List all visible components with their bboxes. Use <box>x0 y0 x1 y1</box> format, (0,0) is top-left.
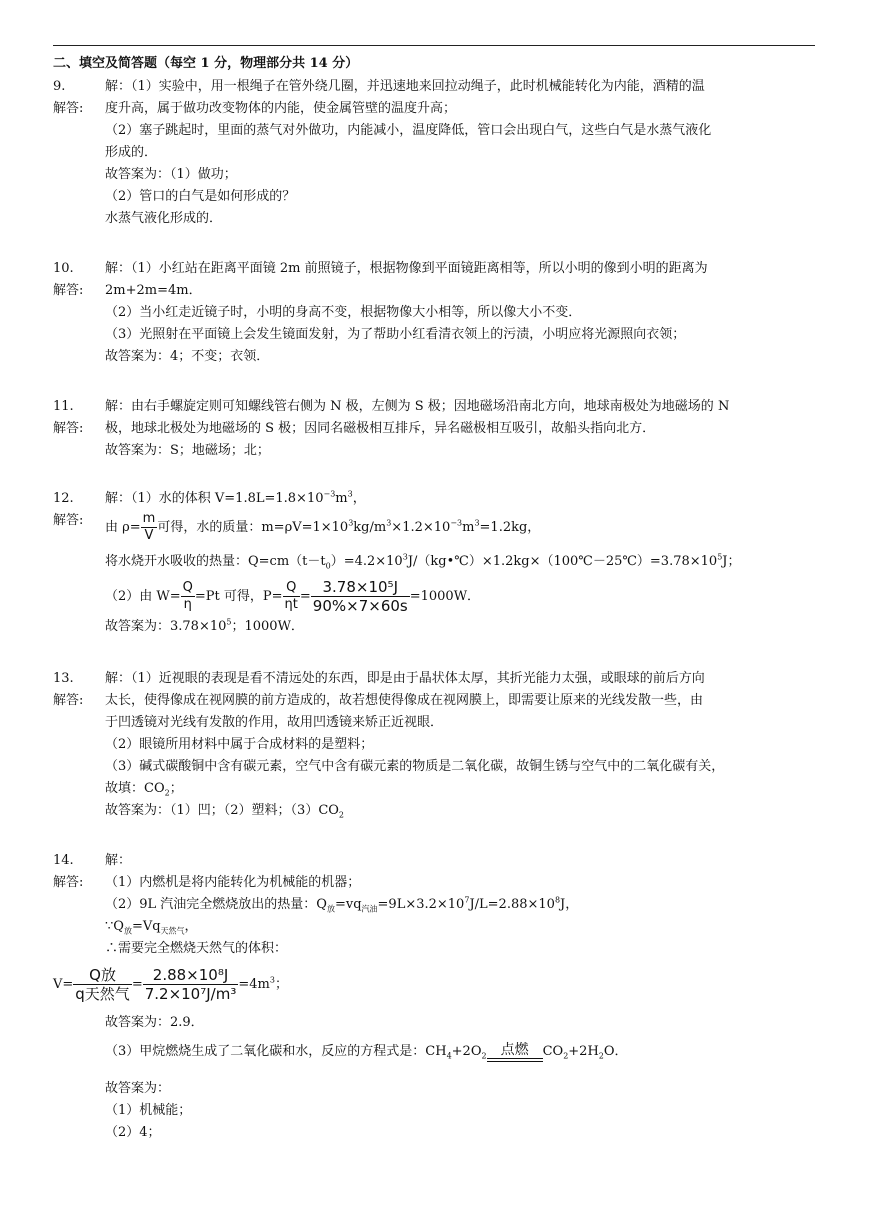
text-line: 2m+2m=4m． <box>105 283 202 298</box>
text-line: 于凹透镜对光线有发散的作用，故用凹透镜来矫正近视眼． <box>105 715 444 730</box>
formula-line: V= $\frac{\text{Q放}}{\text{q天然气}}$ = $\frac{\text{2.88×10⁸J}}{\text{7.2×10⁷J/m³}}$ $=4m^3$； <box>53 966 288 1003</box>
text-line: 太长，使得像成在视网膜的前方造成的，故若想使得像成在视网膜上，即需要让原来的光线发散一些，由 <box>105 693 704 708</box>
text-line: 故答案为：（1）做功； <box>105 167 237 182</box>
text-line: 度升高，属于做功改变物体的内能，使金属管壁的温度升高； <box>105 101 457 116</box>
answer-label: 解答: <box>53 101 84 116</box>
answer-label: 解答: <box>53 283 84 298</box>
text-line: 将水烧开水吸收的热量：$Q=cm(t-t_0)=4.2\times 10^3J/(kg•℃)\times 1.2kg\times(100℃-25℃)=3.78\times 10^5J$； <box>105 552 741 571</box>
text-line: 故答案为： <box>105 1081 171 1096</box>
question-number: 10. <box>53 261 74 276</box>
text-line: （2）4； <box>105 1125 161 1140</box>
text-line: （1）机械能； <box>105 1103 192 1118</box>
fraction: $\frac{\text{3.78×10⁵J}}{90\%\times 7\times 60s}$ <box>312 578 408 615</box>
fraction: $\frac{Q}{\eta}$ <box>182 580 193 612</box>
text-line: 故答案为：2.9． <box>105 1015 204 1030</box>
reaction-condition: 点燃 <box>487 1042 543 1062</box>
text-line: （3）光照射在平面镜上会发生镜面发射，为了帮助小红看清衣领上的污渍，小明应将光源照向衣领； <box>105 327 686 342</box>
text-line: 解：由右手螺旋定则可知螺线管右侧为 N 极，左侧为 S 极；因地磁场沿南北方向，地球南极处为地磁场的 N <box>105 399 730 414</box>
text-line: （2）塞子跳起时，里面的蒸气对外做功，内能减小，温度降低，管口会出现白气，这些白气是水蒸气液化 <box>105 123 712 138</box>
question-number: 9. <box>53 79 66 94</box>
top-rule <box>53 45 815 46</box>
text-line: 解：（1）实验中，用一根绳子在管外绕几圈，并迅速地来回拉动绳子，此时机械能转化为内能，酒精的温 <box>105 79 705 94</box>
text-line: 形成的． <box>105 145 158 160</box>
text-line: 由 ρ= $\frac{m}{V}$ 可得，水的质量：$m=\rho V=1\times 10^3kg/m^3\times 1.2\times 10^{-3}m^3=1.2kg$， <box>105 511 541 543</box>
text-line: 解： <box>105 853 132 868</box>
text-line: （2）由 W= $\frac{Q}{\eta}$ =Pt 可得，P= $\frac{Q}{\eta t}$ = $\frac{\text{3.78×10⁵J}}{90\%\times 7\times 60s}$ =1000W． <box>105 578 481 615</box>
question-number: 11. <box>53 399 74 414</box>
answer-label: 解答: <box>53 421 84 436</box>
text-line: 故答案为：S；地磁场；北； <box>105 443 270 458</box>
question-number: 13. <box>53 671 74 686</box>
text-line: 故答案为：$3.78\times 10^5$；1000W． <box>105 617 304 634</box>
text-line: （2）眼镜所用材料中属于合成材料的是塑料； <box>105 737 374 752</box>
text-line: 极，地球北极处为地磁场的 S 极；因同名磁极相互排斥，异名磁极相互吸引，故船头指向北方． <box>105 421 656 436</box>
text-line: 故答案为：（1）凹；（2）塑料；$(3)CO_2$ <box>105 803 345 820</box>
text-line: 故填：$CO_2$； <box>105 781 183 798</box>
text-line: 解：（1）小红站在距离平面镜 2m 前照镜子，根据物像到平面镜距离相等，所以小明的像到小明的距离为 <box>105 261 708 276</box>
text-line: ∴需要完全燃烧天然气的体积： <box>105 941 288 956</box>
fraction: $\frac{m}{V}$ <box>142 511 156 543</box>
text-line: （3）碱式碳酸铜中含有碳元素，空气中含有碳元素的物质是二氧化碳，故铜生锈与空气中的二氧化碳有关， <box>105 759 725 774</box>
text-line: （2）管口的白气是如何形成的？ <box>105 189 296 204</box>
question-number: 14. <box>53 853 74 868</box>
text-line: $\because Q_放=Vq_{天然气}$， <box>105 919 198 936</box>
text-line: （2）9L 汽油完全燃烧放出的热量：$Q_放=vq_{汽油}=9L\times 3.2\times 10^7J/L=2.88\times 10^8J$， <box>105 895 579 914</box>
text-line: （1）内燃机是将内能转化为机械能的机器； <box>105 875 361 890</box>
fraction: $\frac{\text{2.88×10⁸J}}{\text{7.2×10⁷J/m³}}$ <box>144 966 237 1003</box>
text-line: 水蒸气液化形成的． <box>105 211 223 226</box>
answer-label: 解答: <box>53 875 84 890</box>
text-line: （2）当小红走近镜子时，小明的身高不变，根据物像大小相等，所以像大小不变． <box>105 305 582 320</box>
text-line: （3）甲烷燃烧生成了二氧化碳和水，反应的方程式是：$CH_4+2O_2$ 点燃 $CO_2+2H_2O$． <box>105 1041 628 1061</box>
text-line: 故答案为：4；不变；衣领． <box>105 349 270 364</box>
fraction: $\frac{Q}{\eta t}$ <box>284 580 298 612</box>
section-title: 二、填空及简答题（每空 1 分，物理部分共 14 分） <box>53 56 359 71</box>
answer-label: 解答: <box>53 513 84 528</box>
fraction: $\frac{\text{Q放}}{\text{q天然气}}$ <box>75 966 130 1003</box>
text-line: 解：（1）近视眼的表现是看不清远处的东西，即是由于晶状体太厚，其折光能力太强，或眼球的前后方向 <box>105 671 705 686</box>
answer-label: 解答: <box>53 693 84 708</box>
question-number: 12. <box>53 491 74 506</box>
text-line: 解：（1）水的体积 $V=1.8L=1.8\times 10^{-3}m^3$， <box>105 489 366 506</box>
